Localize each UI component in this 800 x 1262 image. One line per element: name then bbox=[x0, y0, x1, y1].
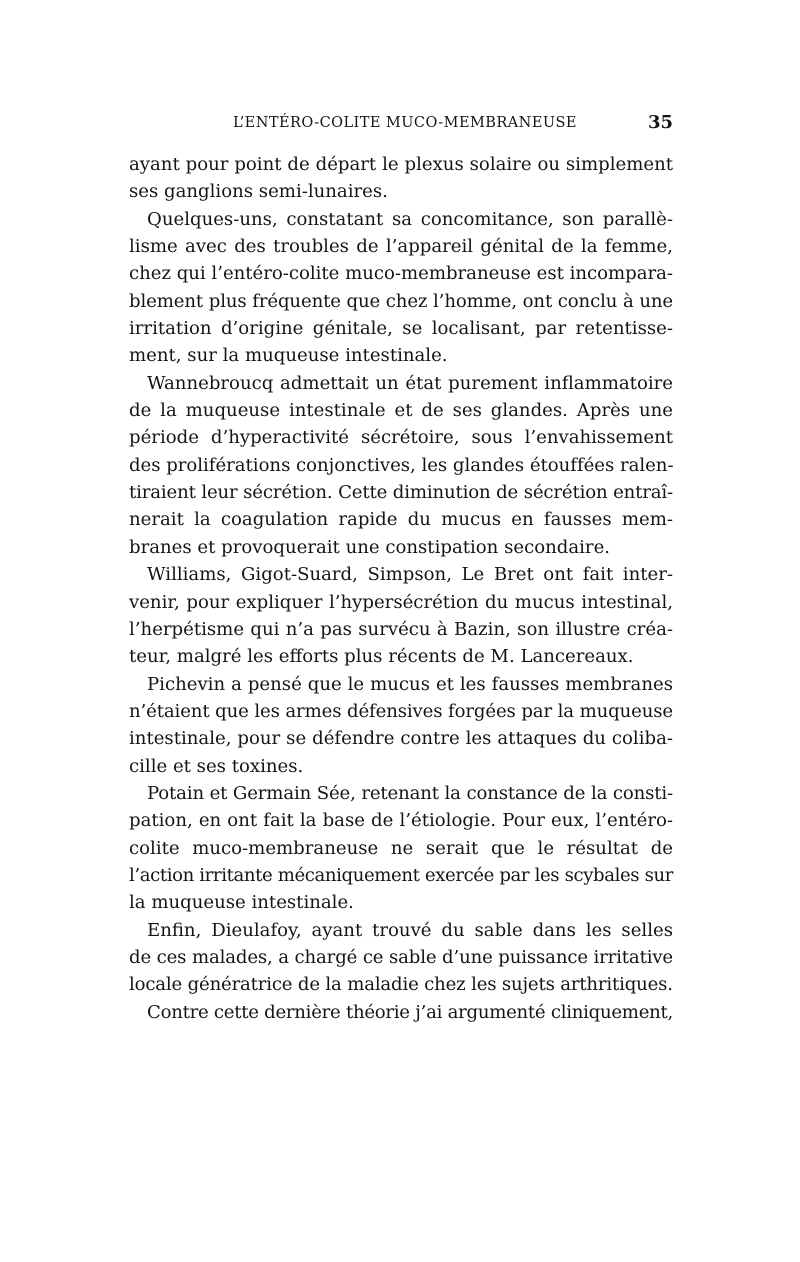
text-line: période d’hyperactivité sécrétoire, sous l’envahissement bbox=[129, 427, 673, 449]
text-line: de ces malades, a chargé ce sable d’une puissance irritative bbox=[129, 946, 673, 968]
text-line: blement plus fréquente que chez l’homme, ont conclu à une bbox=[129, 290, 673, 312]
text-line: locale génératrice de la maladie chez les sujets arthritiques. bbox=[129, 974, 673, 996]
running-head bbox=[129, 112, 673, 136]
paragraph bbox=[129, 671, 673, 780]
paragraph bbox=[129, 151, 673, 206]
text-line: lisme avec des troubles de l’appareil génital de la femme, bbox=[129, 236, 673, 258]
text-line: irritation d’origine génitale, se localisant, par retentisse- bbox=[129, 318, 673, 340]
text-line: ayant pour point de départ le plexus solaire ou simplement bbox=[129, 154, 673, 175]
text-line: teur, malgré les efforts plus récents de M. Lancereaux. bbox=[129, 646, 634, 668]
text-line: l’herpétisme qui n’a pas survécu à Bazin, son illustre créa- bbox=[129, 618, 673, 640]
paragraph bbox=[129, 917, 673, 999]
text-line: Williams, Gigot-Suard, Simpson, Le Bret ont fait inter- bbox=[147, 564, 673, 586]
paragraph bbox=[129, 999, 673, 1026]
text-line: venir, pour expliquer l’hypersécrétion du mucus intestinal, bbox=[129, 591, 673, 613]
text-line: nerait la coagulation rapide du mucus en fausses mem- bbox=[129, 509, 673, 531]
paragraph bbox=[129, 206, 673, 370]
paragraph bbox=[129, 561, 673, 670]
paragraph bbox=[129, 780, 673, 917]
text-line: Enfin, Dieulafoy, ayant trouvé du sable dans les selles bbox=[147, 919, 673, 941]
text-line: tiraient leur sécrétion. Cette diminution de sécrétion entraî- bbox=[129, 482, 673, 504]
text-line: Wannebroucq admettait un état purement inflammatoire bbox=[147, 372, 673, 394]
text-line: ses ganglions semi-lunaires. bbox=[129, 181, 388, 203]
text-line: Contre cette dernière théorie j’ai argumenté cliniquement, bbox=[147, 1001, 673, 1023]
text-line: de la muqueuse intestinale et de ses glandes. Après une bbox=[129, 400, 673, 422]
text-line: chez qui l’entéro-colite muco-membraneuse est incompara- bbox=[129, 263, 674, 285]
text-line: n’étaient que les armes défensives forgées par la muqueuse bbox=[129, 700, 673, 722]
text-line: intestinale, pour se défendre contre les attaques du coliba- bbox=[129, 728, 673, 750]
text-line: la muqueuse intestinale. bbox=[129, 892, 354, 914]
text-line: Potain et Germain Sée, retenant la constance de la consti- bbox=[147, 782, 673, 804]
text-line: ment, sur la muqueuse intestinale. bbox=[129, 345, 448, 367]
text-line: branes et provoquerait une constipation secondaire. bbox=[129, 536, 611, 558]
running-title: L’ENTÉRO-COLITE MUCO-MEMBRANEUSE bbox=[233, 115, 577, 131]
text-line: pation, en ont fait la base de l’étiologie. Pour eux, l’entéro- bbox=[129, 810, 673, 832]
text-line: Quelques-uns, constatant sa concomitance, son parallè- bbox=[147, 208, 673, 230]
page-number: 35 bbox=[647, 112, 673, 133]
text-line: cille et ses toxines. bbox=[129, 755, 304, 777]
body-text bbox=[129, 151, 673, 1026]
text-line: Pichevin a pensé que le mucus et les fausses membranes bbox=[147, 673, 673, 695]
text-line: des proliférations conjonctives, les glandes étouffées ralen- bbox=[129, 454, 674, 476]
text-line: l’action irritante mécaniquement exercée par les scybales sur bbox=[129, 864, 673, 886]
text-line: colite muco-membraneuse ne serait que le résultat de bbox=[129, 837, 673, 859]
paragraph bbox=[129, 370, 673, 561]
